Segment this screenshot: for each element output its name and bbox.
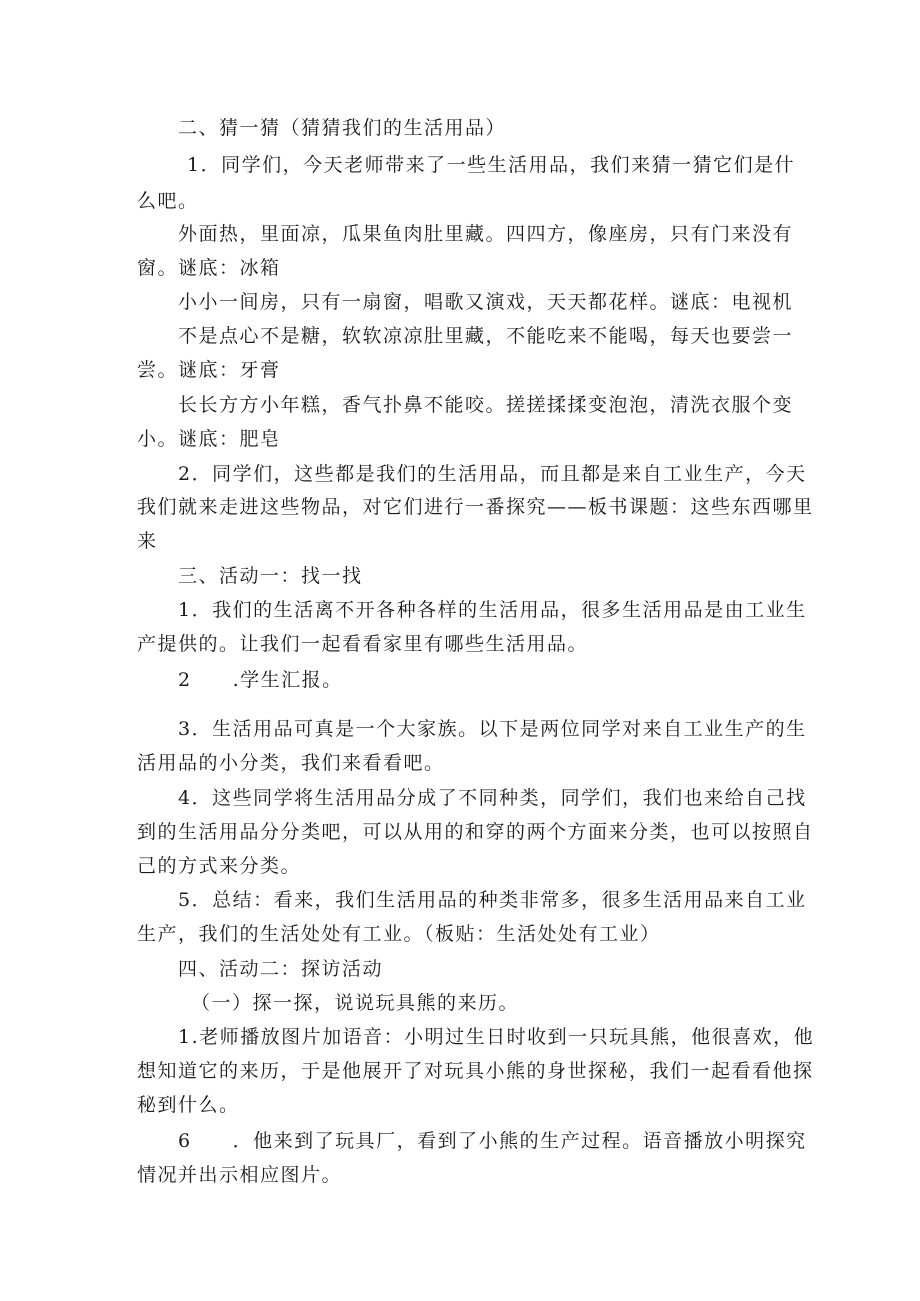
paragraph-line: 己的方式来分类。 [137,855,302,877]
section-heading-guess: 二、猜一猜（猜猜我们的生活用品） [178,117,507,139]
paragraph-line: 情况并出示相应图片。 [137,1164,343,1186]
paragraph-line: 么吧。 [137,190,199,212]
riddle-answer-line: 窗。谜底：冰箱 [137,257,281,279]
paragraph-line: 6 ．他来到了玩具厂，看到了小熊的生产过程。语音播放小明探究 [178,1130,807,1152]
paragraph-line: 2．同学们，这些都是我们的生活用品，而且都是来自工业生产，今天 [178,463,807,485]
paragraph-line: 生产，我们的生活处处有工业。（板贴：生活处处有工业） [137,923,661,945]
riddle-line: 小小一间房，只有一扇窗，唱歌又演戏，天天都花样。谜底：电视机 [178,291,794,313]
paragraph-line: 5．总结：看来，我们生活用品的种类非常多，很多生活用品来自工业 [178,889,807,911]
paragraph-line: 秘到什么。 [137,1094,240,1116]
paragraph-line: 4．这些同学将生活用品分成了不同种类，同学们，我们也来给自己找 [178,787,807,809]
paragraph-line: 1.老师播放图片加语音：小明过生日时收到一只玩具熊，他很喜欢，他 [178,1026,815,1048]
paragraph-line: 3．生活用品可真是一个大家族。以下是两位同学对来自工业生产的生 [178,718,807,740]
paragraph-line: 我们就来走进这些物品，对它们进行一番探究——板书课题：这些东西哪里 [137,496,814,518]
riddle-line: 长长方方小年糕，香气扑鼻不能咬。搓搓揉揉变泡泡，清洗衣服个变 [178,394,794,416]
paragraph-line: 来 [137,530,158,552]
section-heading-activity-two: 四、活动二：探访活动 [178,958,384,980]
paragraph-line: 活用品的小分类，我们来看看吧。 [137,752,445,774]
paragraph-line: 产提供的。让我们一起看看家里有哪些生活用品。 [137,633,589,655]
riddle-line: 不是点心不是糖，软软凉凉肚里藏，不能吃来不能喝，每天也要尝一 [178,325,794,347]
paragraph-line: 2 .学生汇报。 [178,669,343,691]
paragraph-line: 1．我们的生活离不开各种各样的生活用品，很多生活用品是由工业生 [178,599,807,621]
subsection-heading: （一）探一探，说说玩具熊的来历。 [191,992,520,1014]
riddle-answer-line: 小。谜底：肥皂 [137,428,281,450]
riddle-line: 外面热，里面凉，瓜果鱼肉肚里藏。四四方，像座房，只有门来没有 [178,223,794,245]
paragraph-line: 想知道它的来历，于是他展开了对玩具小熊的身世探秘，我们一起看看他探 [137,1060,814,1082]
paragraph-line: 1．同学们，今天老师带来了一些生活用品，我们来猜一猜它们是什 [187,154,796,176]
paragraph-line: 到的生活用品分分类吧，可以从用的和穿的两个方面来分类，也可以按照自 [137,821,814,843]
riddle-answer-line: 尝。谜底：牙膏 [137,359,281,381]
section-heading-activity-one: 三、活动一：找一找 [178,565,363,587]
